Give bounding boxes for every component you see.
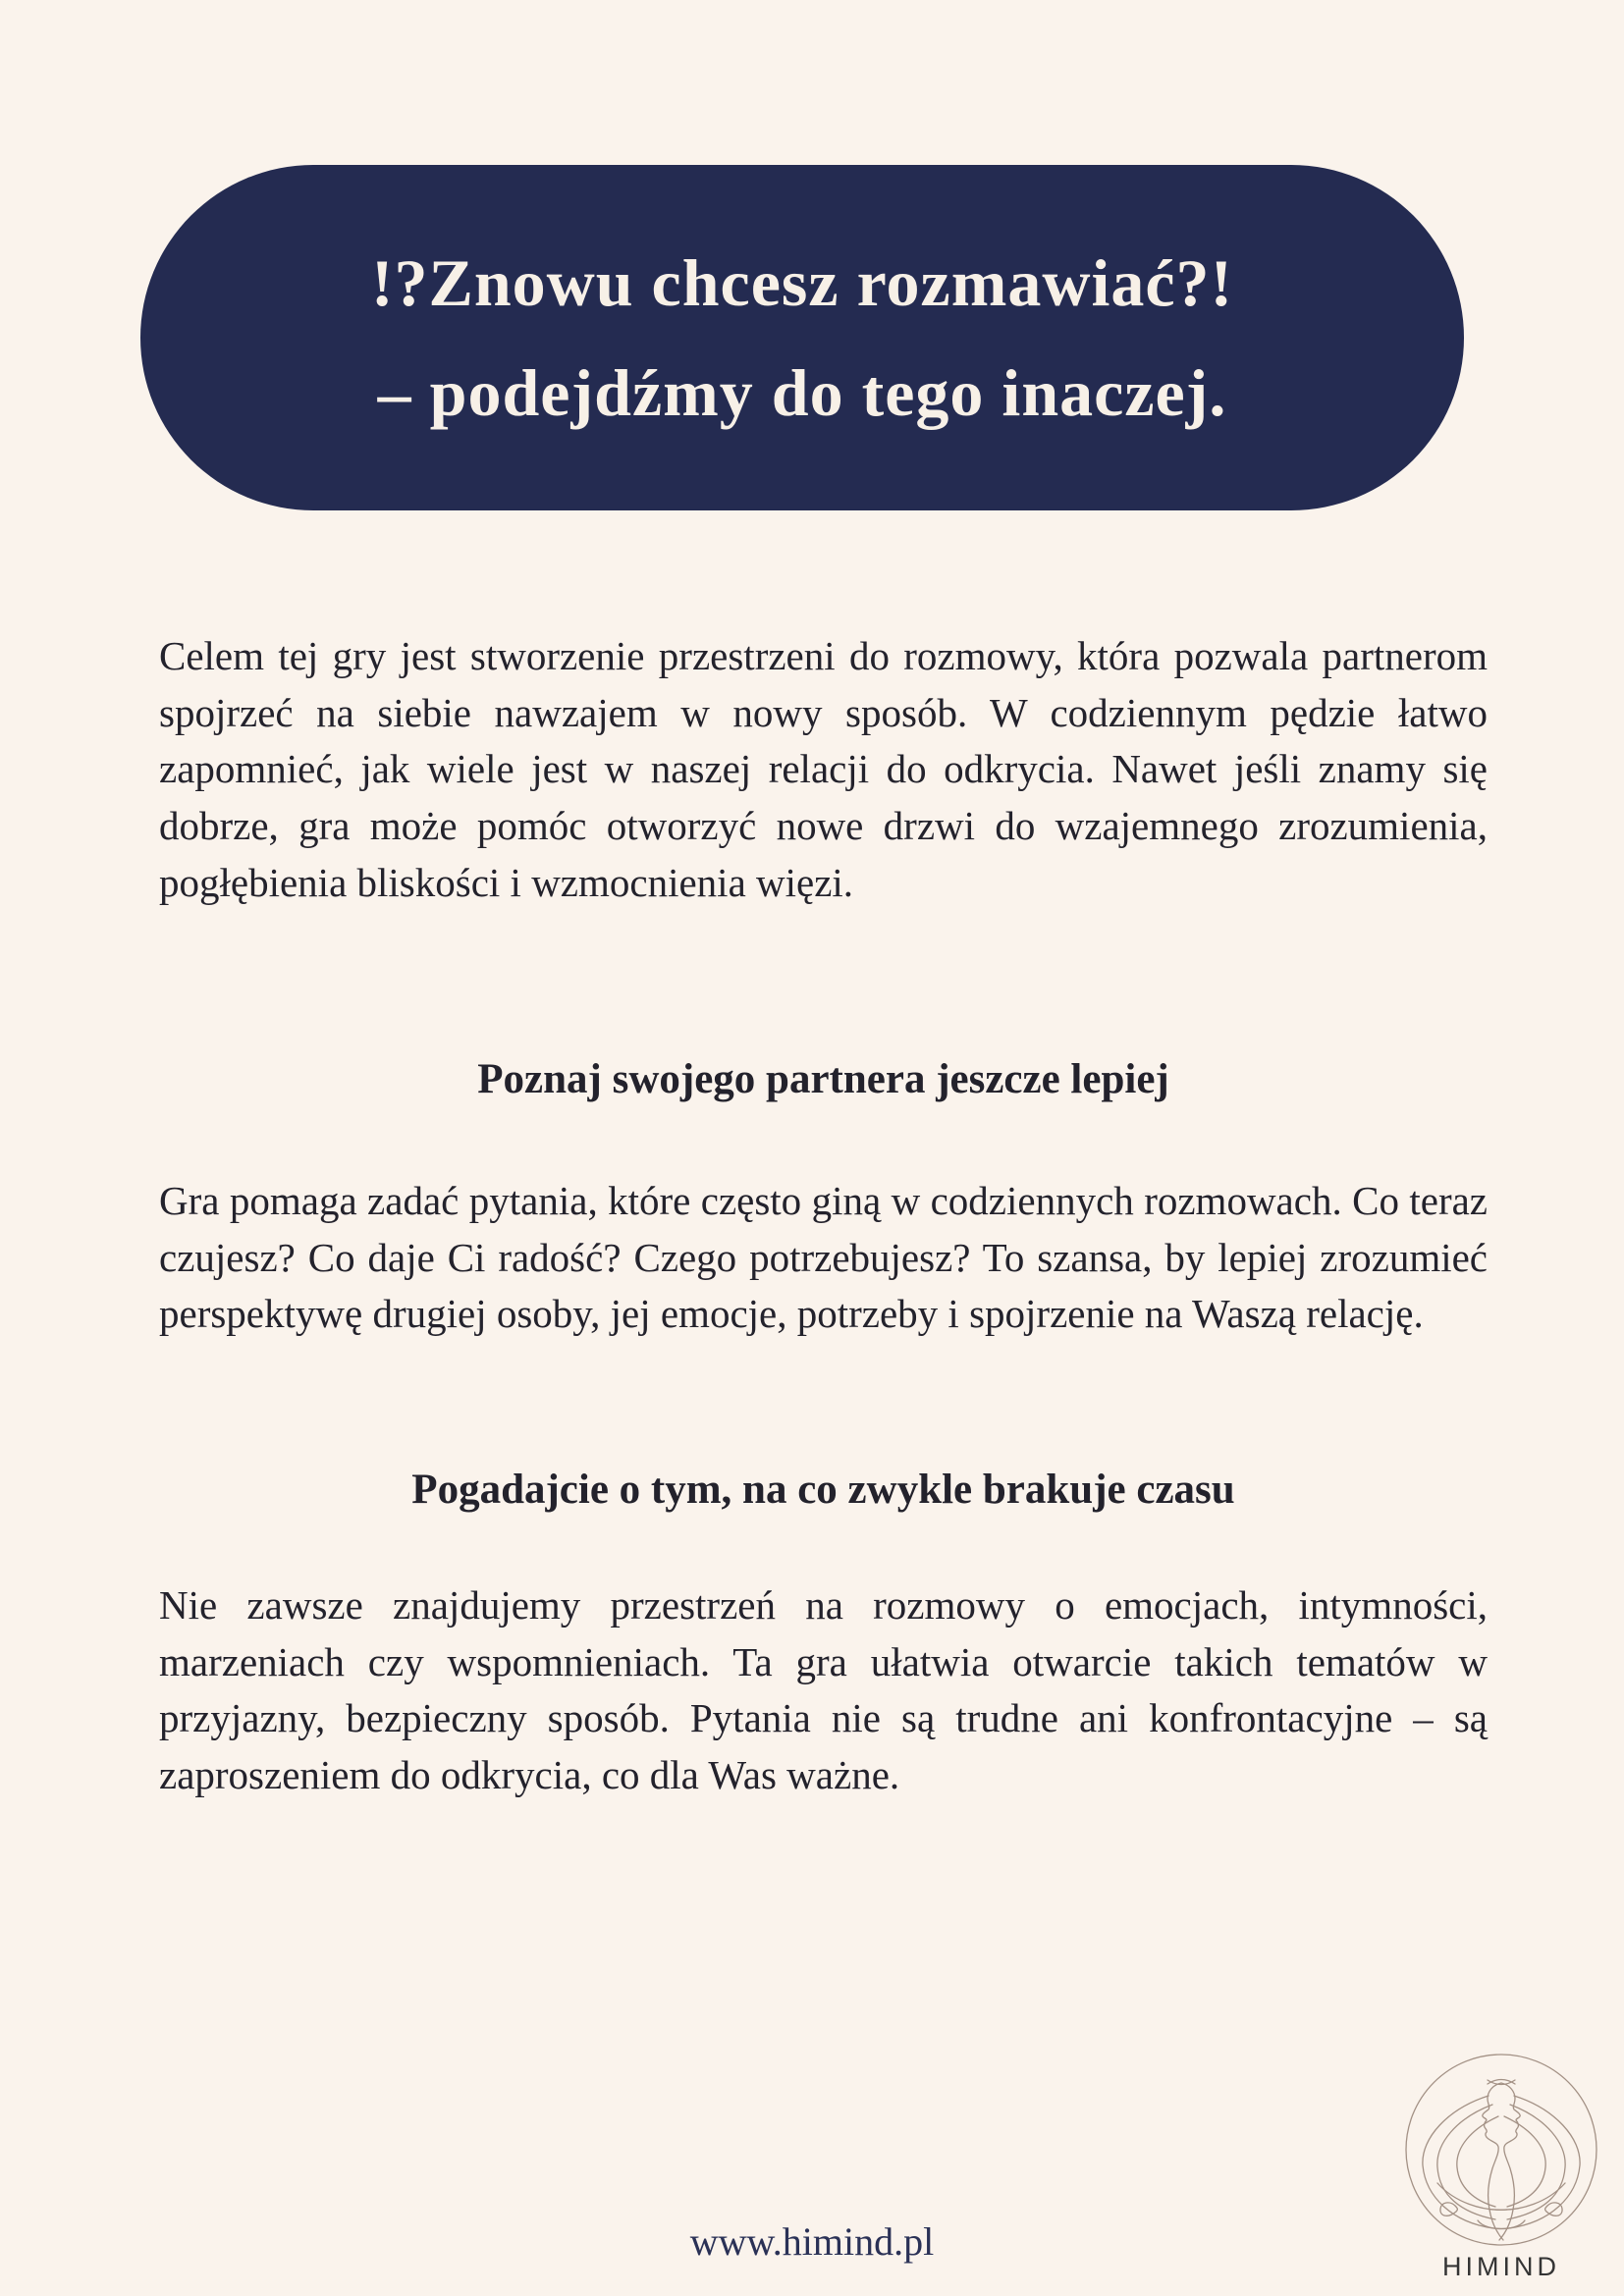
himind-two-faces-logo-icon — [1399, 2048, 1603, 2252]
title-line-2: – podejdźmy do tego inaczej. — [377, 355, 1227, 430]
paragraph-know-partner: Gra pomaga zadać pytania, które często giną w codziennych rozmowach. Co teraz czujesz? Co daje Ci radość? Czego potrzebujesz? To szansa, by lepiej zrozumieć perspektywę drugiej osoby, jej emocje, potrzeby i spojrzenie na Waszą relację. — [159, 1178, 1488, 1337]
intro-paragraph: Celem tej gry jest stworzenie przestrzeni do rozmowy, która pozwala partnerom spojrzeć na siebie nawzajem w nowy sposób. W codziennym pędzie łatwo zapomnieć, jak wiele jest w naszej relacji do odkrycia. Nawet jeśli znamy się dobrze, gra może pomóc otworzyć nowe drzwi do wzajemnego zrozumienia, pogłębienia bliskości i wzmocnienia więzi. — [159, 633, 1488, 905]
title-banner — [140, 165, 1464, 510]
logo-brand-text: HIMIND — [1442, 2252, 1560, 2281]
paragraph-talk-topics: Nie zawsze znajdujemy przestrzeń na rozmowy o emocjach, intymności, marzeniach czy wspomnieniach. Ta gra ułatwia otwarcie takich tematów w przyjazny, bezpieczny sposób. Pytania nie są trudne ani konfrontacyjne – są zaproszeniem do odkrycia, co dla Was ważne. — [159, 1582, 1488, 1798]
section-heading-know-partner: Poznaj swojego partnera jeszcze lepiej — [477, 1056, 1169, 1102]
section-heading-talk-topics: Pogadajcie o tym, na co zwykle brakuje czasu — [411, 1467, 1235, 1513]
logo — [1397, 2048, 1605, 2282]
title-line-1: !?Znowu chcesz rozmawiać?! — [370, 245, 1234, 320]
website-link[interactable]: www.himind.pl — [689, 2219, 935, 2264]
